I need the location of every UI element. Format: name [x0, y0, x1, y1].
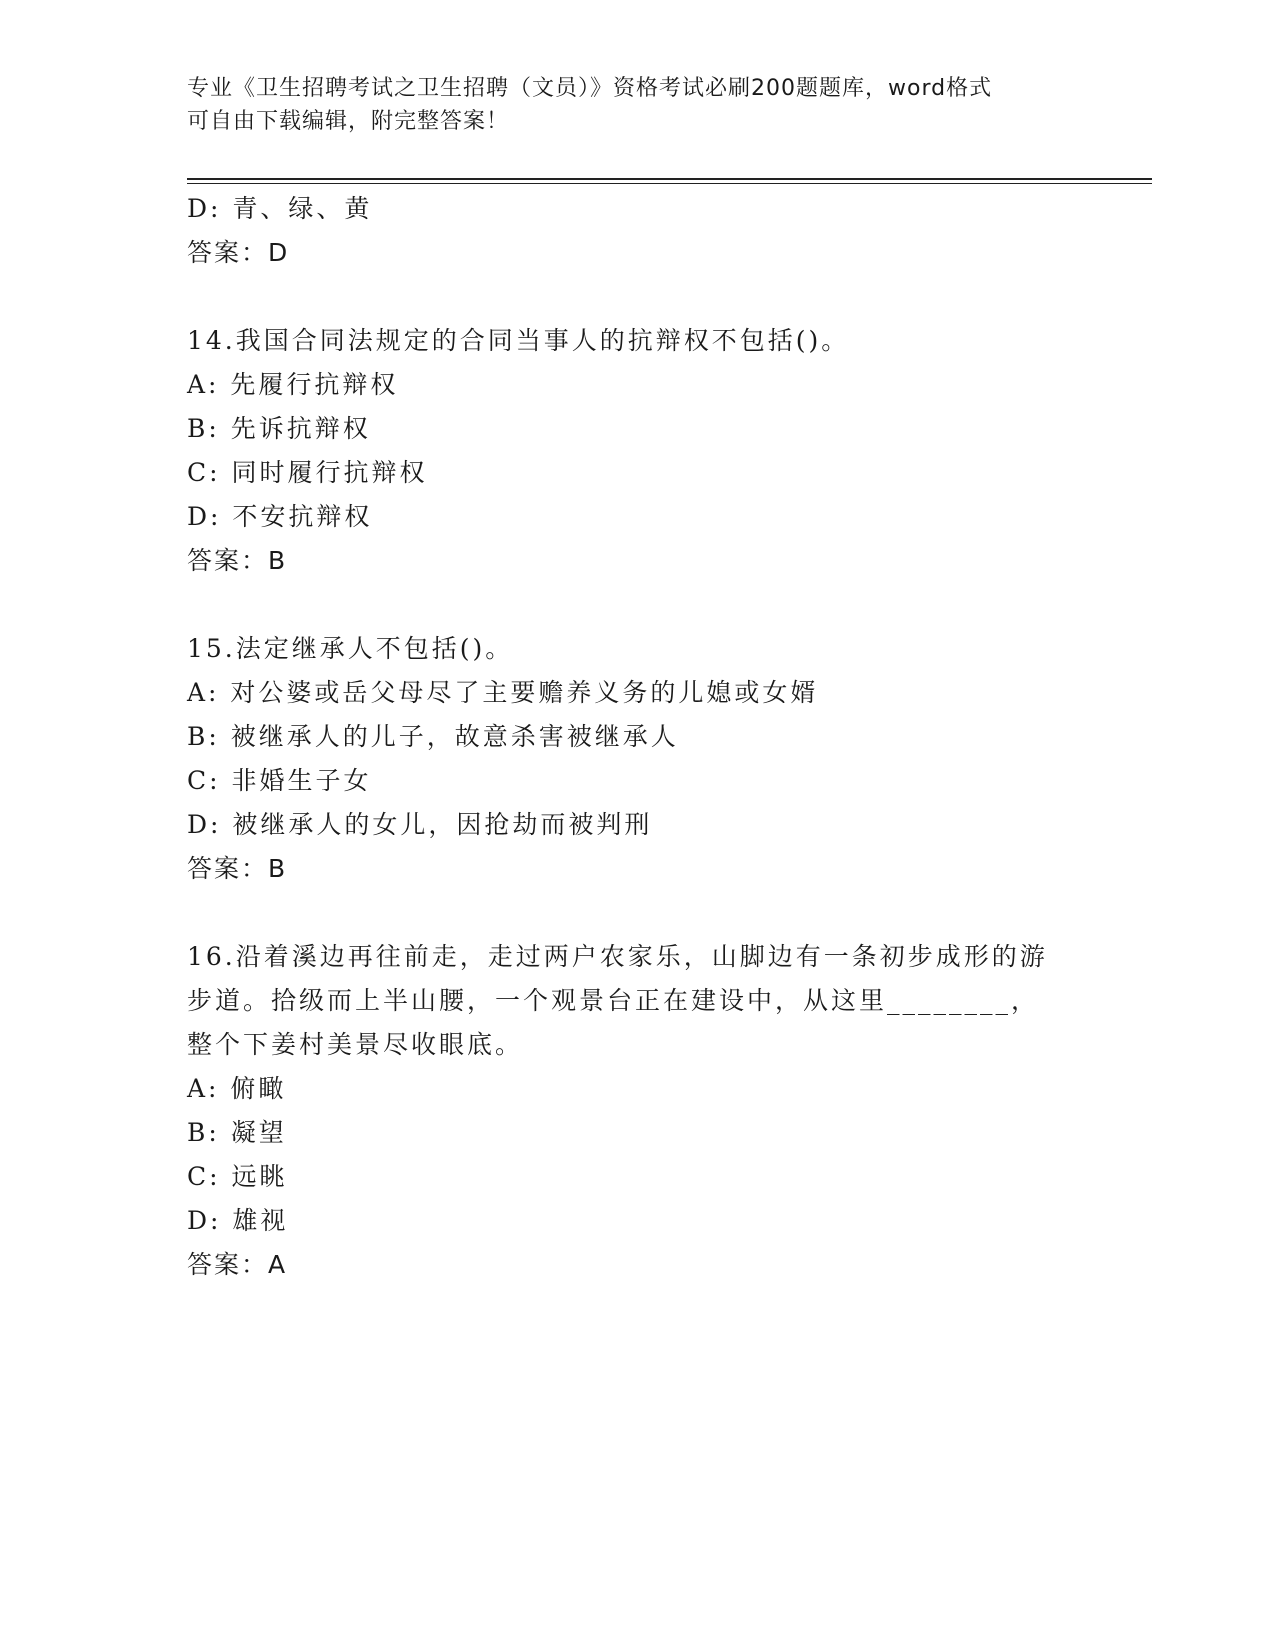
- q16-stem-line-1: 16.沿着溪边再往前走，走过两户农家乐，山脚边有一条初步成形的游: [187, 942, 1048, 971]
- header-divider-thin: [187, 183, 1152, 184]
- header-title-line-1: 专业《卫生招聘考试之卫生招聘（文员）》资格考试必刷200题题库，word格式: [187, 76, 993, 101]
- q14-answer: 答案：B: [187, 546, 288, 575]
- prev-question-answer: 答案：D: [187, 238, 290, 267]
- q15-option-d: D: 被继承人的女儿，因抢劫而被判刑: [187, 810, 653, 839]
- q16-option-a: A: 俯瞰: [187, 1074, 287, 1103]
- q14-option-d: D: 不安抗辩权: [187, 502, 373, 531]
- header-title-line-2: 可自由下载编辑，附完整答案！: [187, 109, 510, 134]
- q15-option-b: B: 被继承人的儿子，故意杀害被继承人: [187, 722, 679, 751]
- document-header: [187, 72, 1067, 138]
- q15-option-a: A: 对公婆或岳父母尽了主要赡养义务的儿媳或女婿: [187, 678, 819, 707]
- q14-stem: 14.我国合同法规定的合同当事人的抗辩权不包括()。: [187, 326, 850, 355]
- q16-stem-line-3: 整个下姜村美景尽收眼底。: [187, 1030, 524, 1059]
- q14-option-c: C: 同时履行抗辩权: [187, 458, 428, 487]
- q16-answer: 答案：A: [187, 1250, 288, 1279]
- header-divider-thick: [187, 178, 1152, 180]
- prev-question-option-d: D: 青、绿、黄: [187, 194, 373, 223]
- q16-option-b: B: 凝望: [187, 1118, 287, 1147]
- q15-stem: 15.法定继承人不包括()。: [187, 634, 514, 663]
- q14-option-a: A: 先履行抗辩权: [187, 370, 399, 399]
- q16-option-c: C: 远眺: [187, 1162, 288, 1191]
- q14-option-b: B: 先诉抗辩权: [187, 414, 371, 443]
- q16-option-d: D: 雄视: [187, 1206, 289, 1235]
- q16-stem-line-2: 步道。拾级而上半山腰，一个观景台正在建设中，从这里________，: [187, 986, 1040, 1015]
- q15-answer: 答案：B: [187, 854, 288, 883]
- q15-option-c: C: 非婚生子女: [187, 766, 372, 795]
